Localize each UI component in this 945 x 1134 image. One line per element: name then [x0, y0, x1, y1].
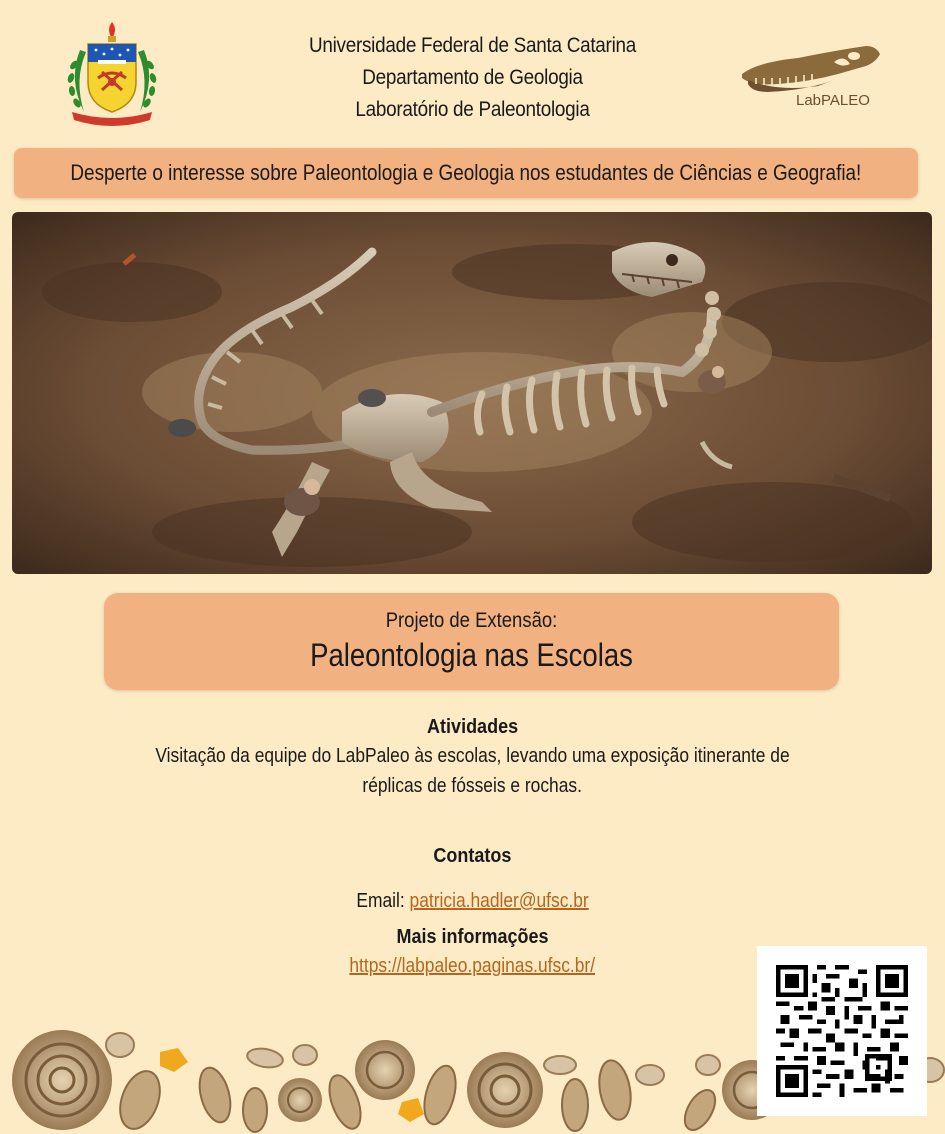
- activities-line-1: Visitação da equipe do LabPaleo às escolas, levando uma exposição itinerante de: [155, 745, 790, 767]
- website-link[interactable]: https://labpaleo.paginas.ufsc.br/: [349, 955, 596, 977]
- labpaleo-logo-text: LabPALEO: [796, 92, 870, 109]
- email-link[interactable]: patricia.hadler@ufsc.br: [409, 890, 589, 912]
- activities-section: [0, 716, 945, 801]
- labpaleo-logo: [738, 40, 888, 115]
- project-title-box: [104, 593, 839, 690]
- activities-heading: Atividades: [426, 716, 519, 738]
- email-label: Email:: [356, 890, 410, 912]
- project-subtitle: Projeto de Extensão:: [385, 609, 558, 632]
- contacts-heading: Contatos: [433, 845, 512, 867]
- more-info-heading: Mais informações: [396, 926, 549, 948]
- tagline-text: Desperte o interesse sobre Paleontologia e Geologia nos estudantes de Ciências e Geografia!: [70, 160, 862, 185]
- qr-code[interactable]: [757, 946, 927, 1116]
- dinosaur-excavation-photo: [12, 212, 932, 574]
- laboratory-name: Laboratório de Paleontologia: [355, 98, 590, 121]
- ufsc-logo-icon: [62, 20, 162, 130]
- activities-line-2: réplicas de fósseis e rochas.: [362, 775, 583, 797]
- department-name: Departamento de Geologia: [362, 66, 583, 89]
- dinosaur-skull-icon: [738, 40, 888, 100]
- contacts-section: [0, 845, 945, 868]
- ammonite-icon: [12, 1030, 112, 1130]
- email-row: [0, 886, 945, 916]
- university-name: Universidade Federal de Santa Catarina: [308, 34, 636, 57]
- institution-header: [272, 30, 673, 126]
- project-title: Paleontologia nas Escolas: [310, 637, 633, 673]
- qr-code-icon: [776, 965, 908, 1097]
- tagline-banner: [14, 148, 918, 198]
